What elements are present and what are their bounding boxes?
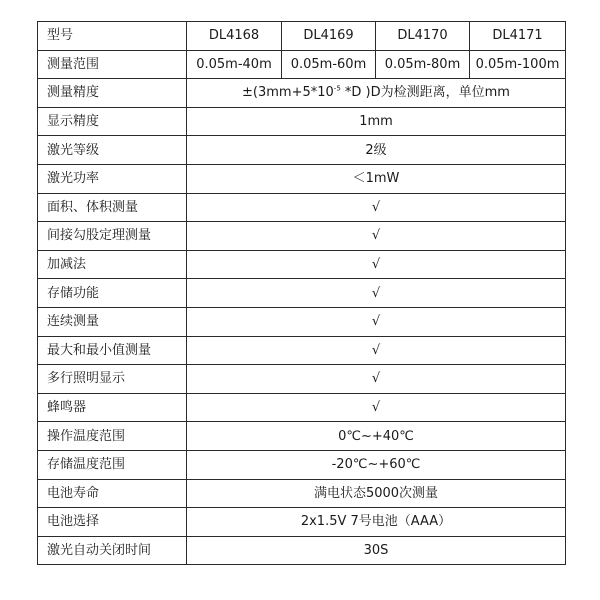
spec-label: 加减法 <box>38 250 187 279</box>
spec-row <box>38 508 566 537</box>
spec-value: 2x1.5V 7号电池（AAA） <box>187 508 566 537</box>
range-dl4170: 0.05m-80m <box>376 50 470 79</box>
spec-row <box>38 479 566 508</box>
model-dl4170: DL4170 <box>376 22 470 51</box>
spec-value: ＜1mW <box>187 164 566 193</box>
spec-row <box>38 222 566 251</box>
range-dl4171: 0.05m-100m <box>470 50 566 79</box>
spec-row <box>38 164 566 193</box>
spec-row <box>38 307 566 336</box>
check-mark-icon: √ <box>187 193 566 222</box>
spec-label: 激光自动关闭时间 <box>38 536 187 565</box>
precision-prefix: ±(3mm+5*10 <box>242 85 334 101</box>
spec-label: 电池寿命 <box>38 479 187 508</box>
check-mark-icon: √ <box>187 222 566 251</box>
spec-label: 存储功能 <box>38 279 187 308</box>
check-mark-icon: √ <box>187 393 566 422</box>
model-dl4171: DL4171 <box>470 22 566 51</box>
spec-table <box>37 21 566 565</box>
spec-row <box>38 193 566 222</box>
spec-row <box>38 365 566 394</box>
range-dl4169: 0.05m-60m <box>282 50 376 79</box>
spec-row <box>38 536 566 565</box>
spec-label: 面积、体积测量 <box>38 193 187 222</box>
check-mark-icon: √ <box>187 307 566 336</box>
precision-exponent: -5 <box>333 85 341 94</box>
spec-row <box>38 422 566 451</box>
precision-value <box>187 79 566 108</box>
spec-row <box>38 393 566 422</box>
check-mark-icon: √ <box>187 250 566 279</box>
spec-row <box>38 136 566 165</box>
spec-label: 连续测量 <box>38 307 187 336</box>
spec-value: 2级 <box>187 136 566 165</box>
spec-row <box>38 450 566 479</box>
spec-row <box>38 336 566 365</box>
spec-value: 1mm <box>187 107 566 136</box>
spec-row <box>38 107 566 136</box>
model-dl4169: DL4169 <box>282 22 376 51</box>
spec-label: 存储温度范围 <box>38 450 187 479</box>
spec-label: 蜂鸣器 <box>38 393 187 422</box>
spec-label: 电池选择 <box>38 508 187 537</box>
range-dl4168: 0.05m-40m <box>187 50 282 79</box>
range-row <box>38 50 566 79</box>
precision-label: 测量精度 <box>38 79 187 108</box>
model-label: 型号 <box>38 22 187 51</box>
spec-value: -20℃~+60℃ <box>187 450 566 479</box>
spec-label: 显示精度 <box>38 107 187 136</box>
spec-label: 最大和最小值测量 <box>38 336 187 365</box>
spec-value: 0℃~+40℃ <box>187 422 566 451</box>
model-row <box>38 22 566 51</box>
range-label: 测量范围 <box>38 50 187 79</box>
spec-row <box>38 250 566 279</box>
precision-suffix: *D )D为检测距离，单位mm <box>340 85 510 101</box>
precision-row <box>38 79 566 108</box>
check-mark-icon: √ <box>187 365 566 394</box>
spec-label: 多行照明显示 <box>38 365 187 394</box>
spec-value: 满电状态5000次测量 <box>187 479 566 508</box>
spec-label: 激光等级 <box>38 136 187 165</box>
spec-label: 操作温度范围 <box>38 422 187 451</box>
spec-row <box>38 279 566 308</box>
check-mark-icon: √ <box>187 279 566 308</box>
spec-table-body <box>38 22 566 565</box>
spec-value: 30S <box>187 536 566 565</box>
model-dl4168: DL4168 <box>187 22 282 51</box>
spec-label: 激光功率 <box>38 164 187 193</box>
spec-label: 间接勾股定理测量 <box>38 222 187 251</box>
check-mark-icon: √ <box>187 336 566 365</box>
